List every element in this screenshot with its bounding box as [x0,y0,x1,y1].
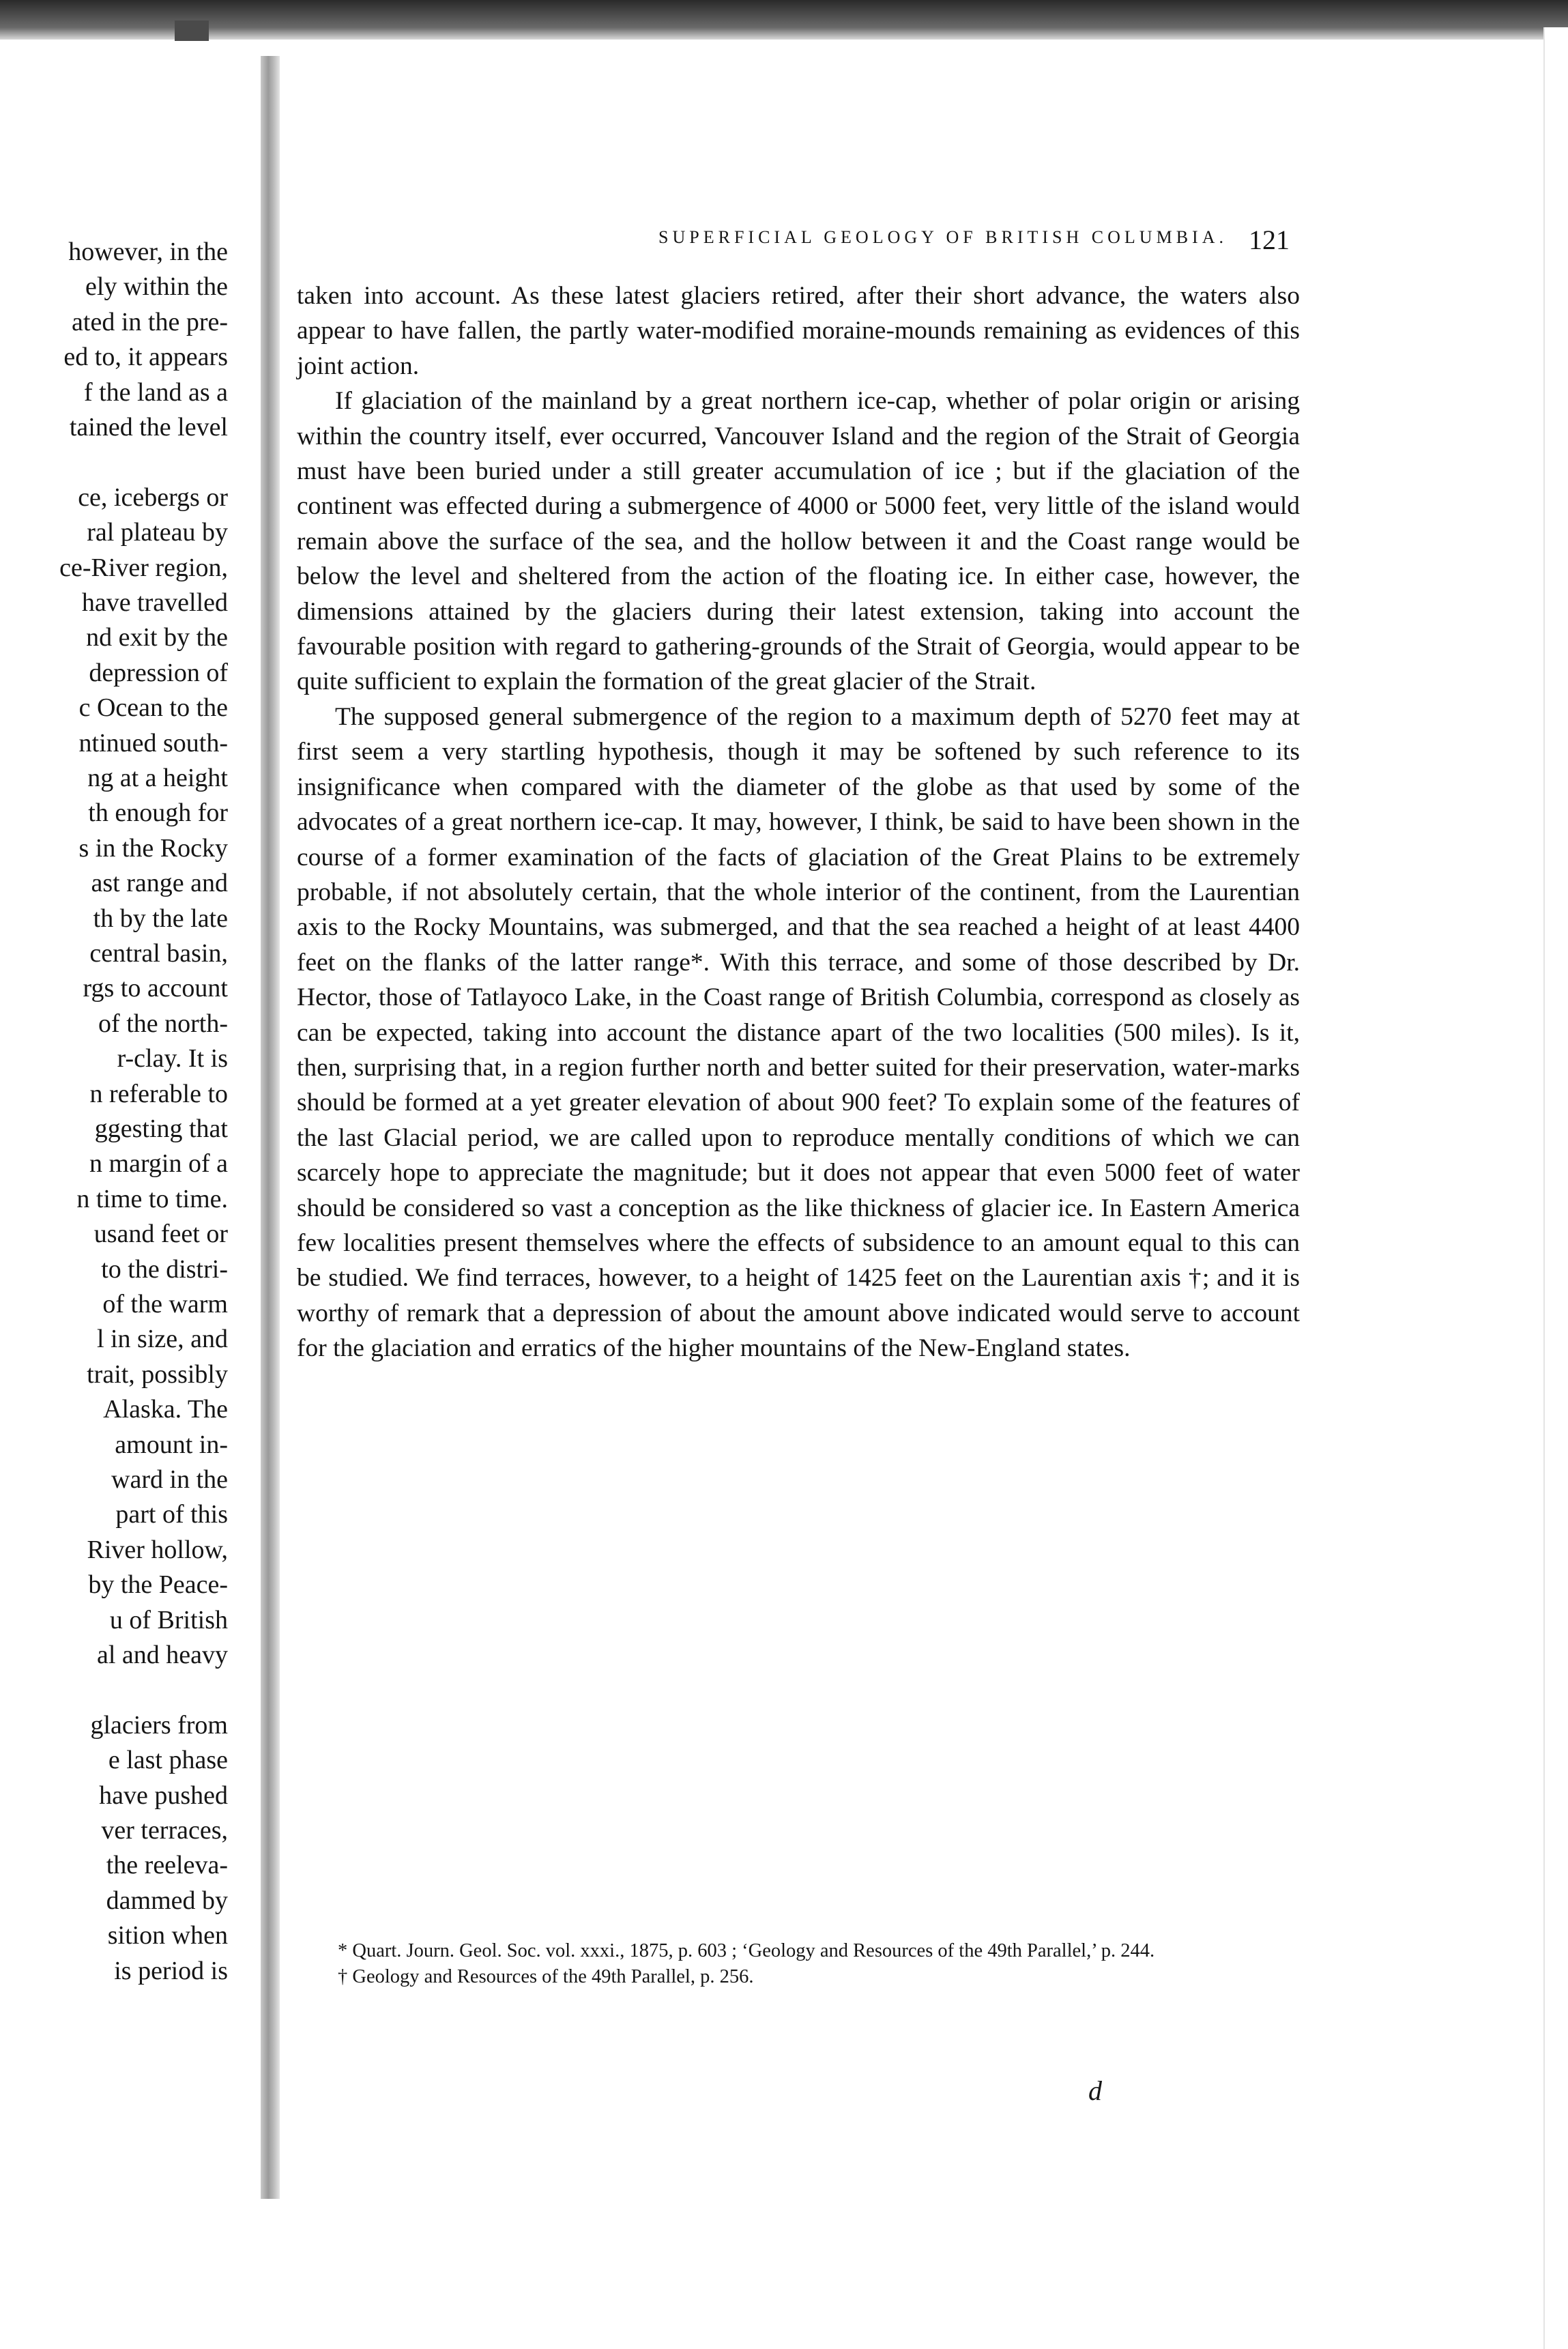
left-page-line: l in size, and [96,1325,228,1353]
left-page-line: part of this [115,1500,228,1529]
left-page-fragment [0,239,254,2081]
left-page-line: tained the level [69,413,228,442]
left-page-line: ggesting that [94,1114,228,1143]
left-page-line: ce, icebergs or [78,483,228,512]
left-page-line: of the north- [98,1009,228,1038]
left-page-line: ng at a height [87,764,228,792]
left-page-line: Alaska. The [103,1395,228,1424]
running-head: SUPERFICIAL GEOLOGY OF BRITISH COLUMBIA. [658,227,1228,247]
left-page-line: ver terraces, [101,1816,228,1845]
left-page-line: have pushed [99,1781,228,1810]
left-page-line: th enough for [88,798,228,827]
left-page-line: trait, possibly [87,1360,228,1389]
left-page-line: c Ocean to the [78,693,228,722]
left-page-line: u of British [109,1606,228,1634]
left-page-line: River hollow, [87,1536,228,1564]
left-page-line: sition when [107,1921,228,1950]
left-page-line: ward in the [111,1465,228,1494]
left-page-line: n margin of a [89,1149,228,1178]
footnote-1: * Quart. Journ. Geol. Soc. vol. xxxi., 1875, p. 603 ; ‘Geology and Resources of the 49th Parallel,’ p. 244. [338,1940,1155,1961]
left-page-line: n time to time. [76,1185,228,1213]
paragraph-1: taken into account. As these latest glaciers retired, after their short advance, the waters also appear to have fallen, the partly water-modified moraine-mounds remaining as evidences of this joint action. [297,282,1300,380]
left-page-line: ed to, it appears [63,343,228,371]
left-page-line: ast range and [91,869,228,897]
left-page-line: by the Peace- [88,1570,228,1599]
left-page-line: dammed by [106,1886,228,1915]
book-spine-shadow [261,56,280,2199]
left-page-line: glaciers from [90,1711,228,1740]
body-text [297,278,1300,1366]
left-page-line: usand feet or [93,1220,228,1248]
left-page-line: th by the late [93,904,228,933]
left-page-line: ral plateau by [87,518,228,547]
page-number: 121 [1249,225,1290,255]
left-page-line: the reeleva- [106,1851,228,1879]
left-page-line: s in the Rocky [78,834,228,863]
left-page-line: nd exit by the [86,623,228,652]
left-page-line: of the warm [102,1290,228,1318]
footnotes [297,1938,1300,1990]
footnote-2: † Geology and Resources of the 49th Parallel, p. 256. [338,1966,754,1987]
left-page-line: f the land as a [83,378,228,407]
left-page-line: ce-River region, [59,553,228,582]
right-page-edge [1543,27,1568,2349]
page-121 [280,205,1543,2349]
pencil-mark: d [1088,2075,1102,2106]
paragraph-2: If glaciation of the mainland by a great northern ice-cap, whether of polar origin or arising within the country itself, ever occurred, Vancouver Island and the region of the Strait of Georgia must have been buried under a still greater accumulation of ice ; but if the glaciation of the continent was effected during a submergence of 4000 or 5000 feet, very little of the island would remain above the surface of the sea, and the hollow between it and the Coast range would be below the level and sheltered from the action of the floating ice. In either case, however, the dimensions attained by the glaciers during their latest extension, taking into account the favourable position with regard to gathering-grounds of the Strait of Georgia, would appear to be quite sufficient to explain the formation of the great glacier of the Strait. [297,387,1300,696]
left-page-line: amount in- [115,1430,228,1459]
left-page-line: r-clay. It is [117,1044,228,1073]
left-page-line: central basin, [89,939,228,968]
paragraph-3: The supposed general submergence of the region to a maximum depth of 5270 feet may at first seem a very startling hypothesis, though it may be softened by such reference to its insignificance when compared with the diameter of the globe as that used by some of the advocates of a great northern ice-cap. It may, however, I think, be said to have been shown in the course of a former examination of the facts of glaciation of the Great Plains to be extremely probable, if not absolutely certain, that the whole interior of the continent, from the Laurentian axis to the Rocky Mountains, was submerged, and that the sea reached a height of at least 4400 feet on the flanks of the latter range*. With this terrace, and some of those described by Dr. Hector, those of Tatlayoco Lake, in the Coast range of British Columbia, correspond as closely as can be expected, taking into account the distance apart of the two localities (500 miles). Is it, then, surprising that, in a region further north and better suited for their preservation, water-marks should be formed at a yet greater elevation of about 900 feet? To explain some of the features of the last Glacial period, we are called upon to reproduce mentally conditions of which we can scarcely hope to appreciate the magnitude; but it does not appear that even 5000 feet of water should be considered so vast a conception as the like thickness of glacier ice. In Eastern America few localities present themselves where the effects of subsidence to an amount equal to this can be studied. We find terraces, however, to a height of 1425 feet on the Laurentian axis †; and it is worthy of remark that a depression of about the amount above indicated would serve to account for the glaciation and erratics of the higher mountains of the New-England states. [297,702,1300,1363]
left-page-line: ely within the [85,272,228,301]
left-page-line: n referable to [89,1080,228,1108]
scan-tab-mark [175,20,209,41]
left-page-line: al and heavy [96,1641,228,1669]
left-page-line: depression of [89,659,228,687]
left-page-line: rgs to account [83,974,228,1003]
left-page-line: have travelled [81,588,228,617]
left-page-line: is period is [114,1957,228,1985]
left-page-line: however, in the [68,239,228,266]
left-page-line: ated in the pre- [72,308,228,336]
left-page-line: ntinued south- [78,729,228,758]
left-page-line: to the distri- [101,1255,228,1284]
left-page-line: e last phase [108,1746,228,1774]
scan-top-edge [0,0,1568,40]
